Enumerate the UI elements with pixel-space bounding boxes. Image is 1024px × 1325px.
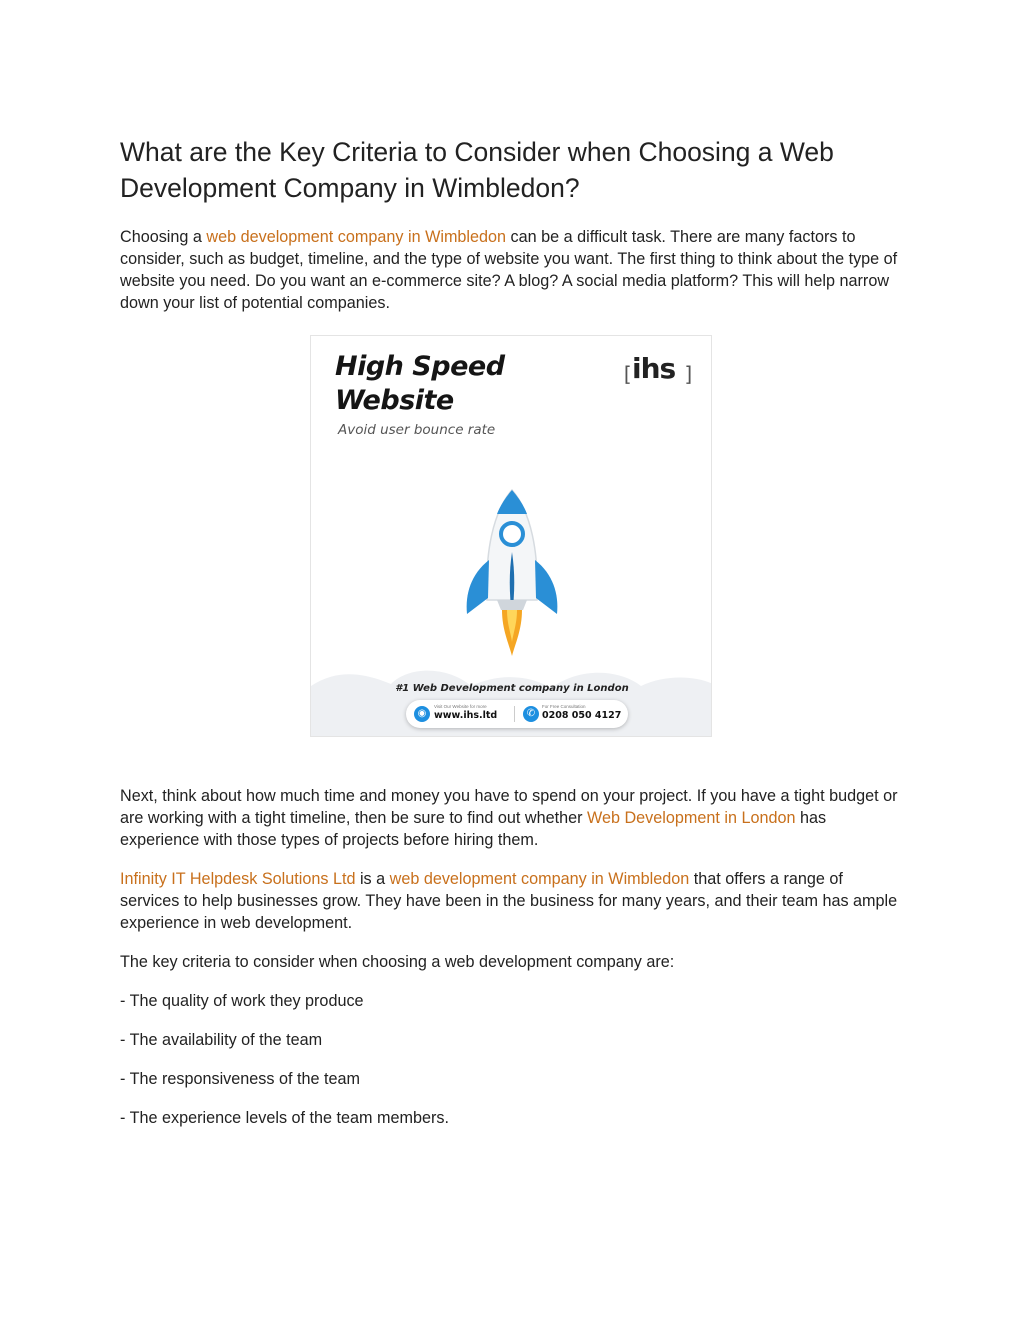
promo-tagline: #1 Web Development company in London (395, 683, 629, 694)
budget-paragraph: Next, think about how much time and money you have to spend on your project. If you have a tight budget or are working with a tight timeline, then be sure to find out whether Web Development in London has experience with those types of projects before hiring them. (120, 787, 898, 849)
divider (514, 706, 515, 722)
company-paragraph: Infinity IT Helpdesk Solutions Ltd is a web development company in Wimbledon that offers a range of services to help businesses grow. They have been in the business for many years, and their team has ample experience in web development. (120, 870, 898, 932)
criteria-item: - The availability of the team (120, 1031, 323, 1049)
promo-subline: Avoid user bounce rate (338, 422, 496, 438)
website-text: www.ihs.ltd (434, 710, 498, 721)
web-dev-wimbledon-link-2[interactable]: web development company in Wimbledon (389, 870, 690, 888)
article-title: What are the Key Criteria to Consider when Choosing a Web Development Company in Wimbledon? (120, 137, 834, 203)
criteria-item: - The experience levels of the team members. (120, 1109, 449, 1127)
criteria-item: - The quality of work they produce (120, 992, 364, 1010)
promo-headline: High Speed Website (335, 351, 505, 416)
phone-text: 0208 050 4127 (542, 710, 622, 721)
web-dev-wimbledon-link[interactable]: web development company in Wimbledon (206, 228, 507, 246)
contact-pill: ◉ Visit Our Website for more www.ihs.ltd ✆ For Free Consultation 0208 050 4127 (406, 700, 628, 728)
web-dev-london-link[interactable]: Web Development in London (587, 809, 796, 827)
phone-icon: ✆ (523, 706, 539, 722)
promo-image (310, 335, 712, 737)
rocket-icon (447, 482, 577, 662)
globe-icon: ◉ (414, 706, 430, 722)
criteria-item: - The responsiveness of the team (120, 1070, 360, 1088)
intro-paragraph: Choosing a web development company in Wimbledon can be a difficult task. There are many factors to consider, such as budget, timeline, and the type of website you want. The first thing to think about the type of website you need. Do you want an e-commerce site? A blog? A social media platform? This will help narrow down your list of potential companies. (120, 228, 898, 312)
criteria-intro: The key criteria to consider when choosing a web development company are: (120, 953, 675, 971)
infinity-it-link[interactable]: Infinity IT Helpdesk Solutions Ltd (120, 870, 356, 888)
ihs-logo: [ ihs ] (621, 352, 696, 386)
